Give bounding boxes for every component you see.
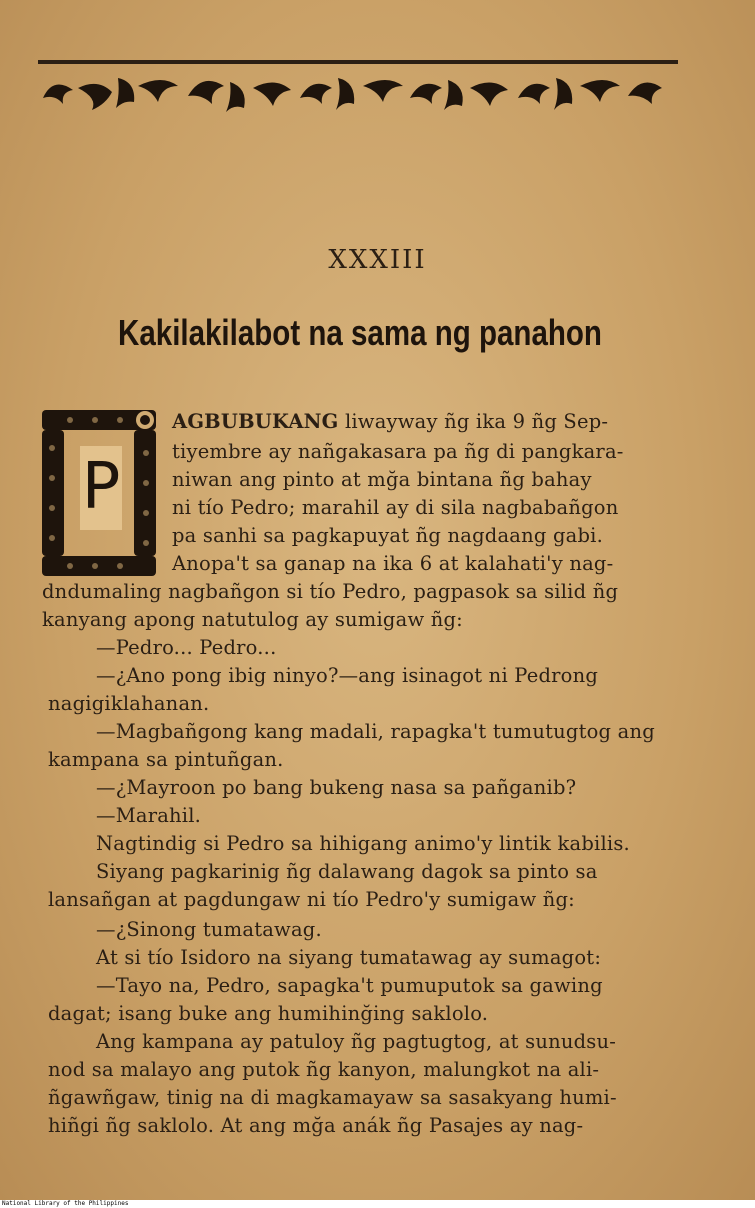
text-line: hiñgi ñg saklolo. At ang mğa anák ñg Pasajes ay nag- bbox=[48, 1114, 584, 1137]
text-line: Nagtindig si Pedro sa hihigang animo'y lintik kabilis. bbox=[96, 832, 630, 855]
vine-ornament bbox=[38, 68, 678, 116]
text-line: —¿Ano pong ibig ninyo?—ang isinagot ni Pedrong bbox=[96, 664, 599, 687]
text-line: nagigiklahanan. bbox=[48, 692, 210, 715]
text-line: ñgawñgaw, tinig na di magkamayaw sa sasakyang humi- bbox=[48, 1086, 617, 1109]
text-line: nod sa malayo ang putok ñg kanyon, malungkot na ali- bbox=[48, 1058, 600, 1081]
text-line: dndumaling nagbañgon si tío Pedro, pagpasok sa silid ñg bbox=[42, 580, 619, 603]
text-line: Ang kampana ay patuloy ñg pagtugtog, at sunudsu- bbox=[96, 1030, 617, 1053]
footer-credit: National Library of the Philippines bbox=[0, 1200, 755, 1208]
drop-cap-letter: P bbox=[80, 446, 122, 530]
text-line: Siyang pagkarinig ñg dalawang dagok sa pinto sa bbox=[96, 860, 598, 883]
text-line: tiyembre ay nañgakasara pa ñg di pangkara- bbox=[172, 440, 624, 463]
text-line: kanyang apong natutulog ay sumigaw ñg: bbox=[42, 608, 463, 631]
text-line: niwan ang pinto at mğa bintana ñg bahay bbox=[172, 468, 592, 491]
text-line: At si tío Isidoro na siyang tumatawag ay sumagot: bbox=[96, 946, 602, 969]
chapter-number: XXXIII bbox=[328, 245, 427, 275]
top-rule bbox=[38, 60, 678, 64]
text-line: ni tío Pedro; marahil ay di sila nagbabañgon bbox=[172, 496, 619, 519]
text-line: pa sanhi sa pagkapuyat ñg nagdaang gabi. bbox=[172, 524, 603, 547]
chapter-title: Kakilakilabot na sama ng panahon bbox=[118, 312, 602, 353]
text-line: lansañgan at pagdungaw ni tío Pedro'y sumigaw ñg: bbox=[48, 888, 575, 911]
text-line: —Marahil. bbox=[96, 804, 202, 827]
text-line bbox=[172, 410, 608, 434]
text-line: —Magbañgong kang madali, rapagka't tumutugtog ang bbox=[96, 720, 655, 743]
drop-cap-frame bbox=[40, 408, 158, 578]
text-line: —¿Mayroon po bang bukeng nasa sa pañganib? bbox=[96, 776, 577, 799]
first-word: AGBUBUKANG bbox=[172, 410, 339, 433]
line-text: liwayway ñg ika 9 ñg Sep- bbox=[344, 410, 609, 433]
text-line: —¿Sinong tumatawag. bbox=[96, 918, 322, 941]
text-line: kampana sa pintuñgan. bbox=[48, 748, 284, 771]
text-line: dagat; isang buke ang humihinğing saklolo. bbox=[48, 1002, 489, 1025]
text-line: —Pedro... Pedro... bbox=[96, 636, 277, 659]
text-line: Anopa't sa ganap na ika 6 at kalahati'y nag- bbox=[172, 552, 614, 575]
text-line: —Tayo na, Pedro, sapagka't pumuputok sa gawing bbox=[96, 974, 603, 997]
